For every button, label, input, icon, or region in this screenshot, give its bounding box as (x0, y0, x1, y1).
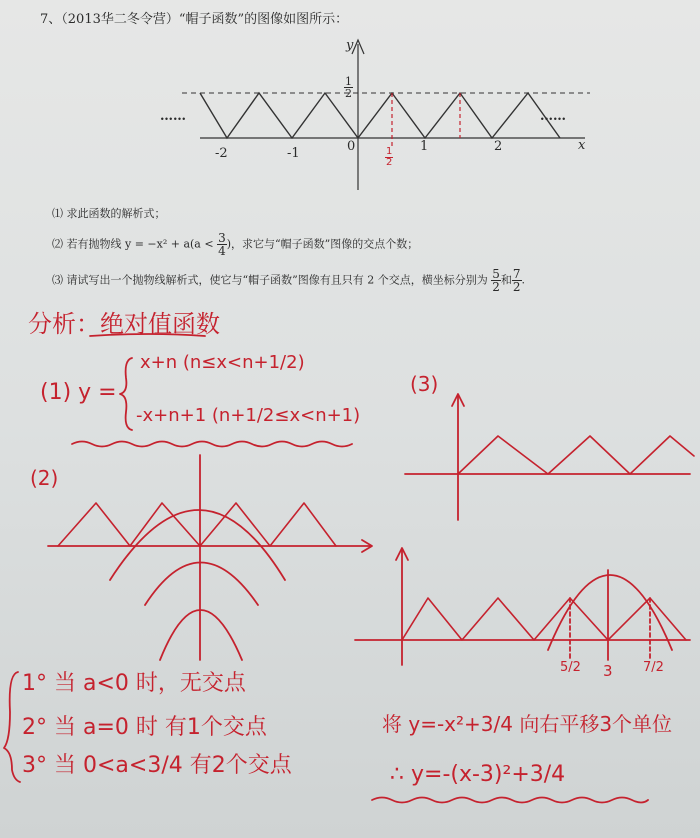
origin-label: 0 (347, 139, 356, 154)
part3-label: (3) (410, 372, 439, 396)
q3-and: 和 (500, 273, 512, 287)
analysis-heading: 分析：绝对值函数 (28, 310, 220, 338)
problem-number: 7、 (40, 12, 62, 27)
case-a-zero: 2° 当 a=0 时 有1个交点 (22, 715, 267, 740)
q2-text-pre: ⑵ 若有抛物线 y = −x² + a(a < (52, 237, 218, 251)
p2-parabola-mid (145, 563, 258, 606)
p2-parabola-low (160, 610, 242, 660)
q3-f1-num: 5 (492, 267, 500, 281)
final-answer: ∴ y=-(x-3)²+3/4 (390, 762, 566, 787)
half-num: 1 (345, 75, 352, 88)
tick-neg1: -1 (287, 146, 300, 161)
tick-2: 2 (494, 139, 503, 154)
label-3: 3 (603, 662, 613, 680)
part1-label: (1) y = (40, 380, 117, 405)
case-a-negative: 1° 当 a<0 时，无交点 (22, 671, 246, 696)
label-7-2: 7/2 (643, 660, 664, 675)
q3-end: . (521, 273, 526, 287)
q2-frac-num: 3 (218, 231, 226, 245)
ellipsis-right: …… (540, 109, 566, 124)
case-brace (120, 358, 132, 430)
label-5-2: 5/2 (560, 660, 581, 675)
case-2: -x+n+1 (n+1/2≤x<n+1) (136, 405, 361, 426)
ellipsis-left: …… (160, 109, 186, 124)
shift-instruction: 将 y=-x²+3/4 向右平移3个单位 (382, 712, 673, 736)
p3a-zigzag (458, 436, 694, 474)
case-a-positive: 3° 当 0<a<3/4 有2个交点 (22, 753, 292, 778)
q3-text-pre: ⑶ 请试写出一个抛物线解析式，使它与“帽子函数”图像有且只有 2 个交点，横坐标分别为 (52, 273, 488, 287)
case-1: x+n (n≤x<n+1/2) (140, 352, 305, 373)
tick-neg2: -2 (215, 146, 228, 161)
part2-label: (2) (30, 466, 59, 490)
red-half-num: 1 (386, 146, 393, 157)
p2-parabola-high (110, 510, 285, 580)
q3-f2-den: 2 (512, 280, 521, 294)
answer-wavy-underline (372, 798, 648, 803)
cases-brace (4, 672, 20, 782)
y-axis-label: y (346, 38, 354, 53)
x-axis-label: x (578, 138, 586, 153)
half-den: 2 (345, 87, 352, 100)
part1-wavy-underline (72, 442, 352, 447)
problem-title: “帽子函数”的图像如图所示： (178, 12, 349, 27)
q2-frac-den: 4 (218, 244, 226, 258)
q3-f1-den: 2 (492, 280, 500, 294)
q3-f2-num: 7 (512, 267, 521, 281)
q2-text-post: )，求它与“帽子函数”图像的交点个数； (226, 237, 419, 251)
red-half-den: 2 (386, 157, 393, 168)
tick-1: 1 (420, 139, 429, 154)
question-1: ⑴ 求此函数的解析式； (52, 207, 166, 220)
p3b-zigzag (402, 598, 686, 640)
problem-source: （2013华二冬令营） (61, 12, 179, 27)
